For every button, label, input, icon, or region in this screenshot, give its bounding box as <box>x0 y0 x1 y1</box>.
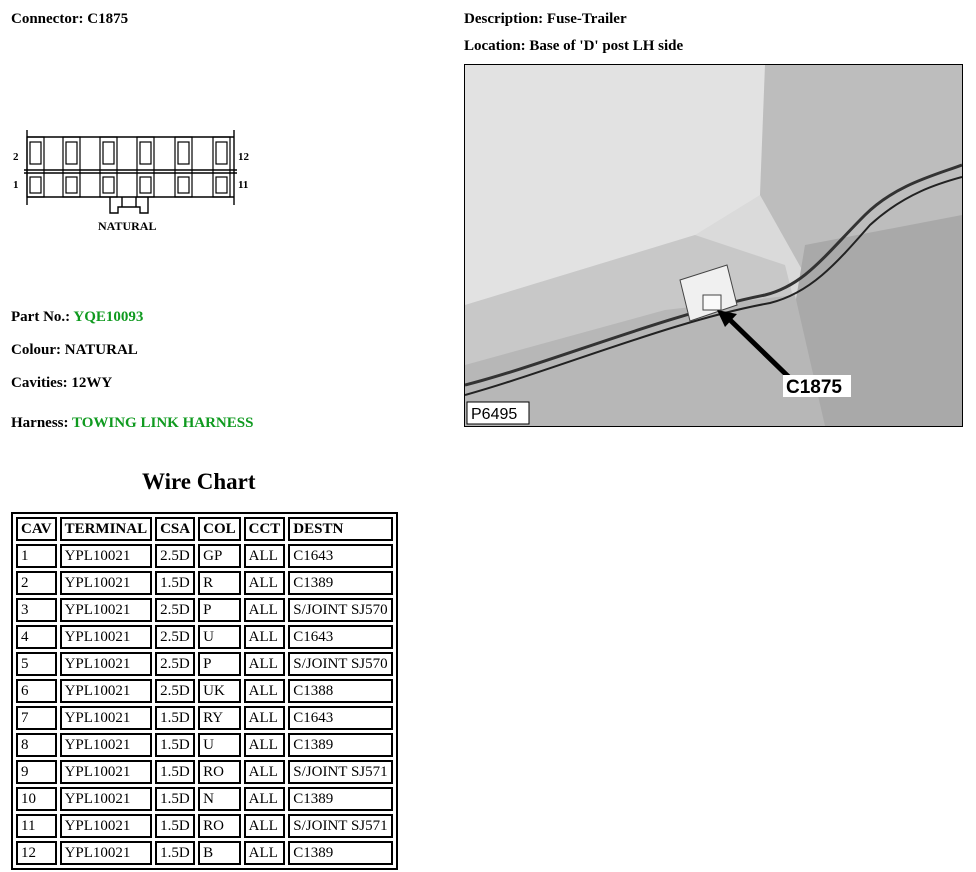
table-row <box>16 544 393 568</box>
cell-csa: 1.5D <box>155 760 195 784</box>
cell-cav: 3 <box>16 598 57 622</box>
cell-terminal: YPL10021 <box>60 652 153 676</box>
cell-terminal: YPL10021 <box>60 706 153 730</box>
cell-terminal: YPL10021 <box>60 571 153 595</box>
cell-destn: C1389 <box>288 841 392 865</box>
cell-destn: S/JOINT SJ570 <box>288 598 392 622</box>
header-terminal: TERMINAL <box>60 517 153 541</box>
header-cav: CAV <box>16 517 57 541</box>
cell-cct: ALL <box>244 733 286 757</box>
part-no-label: Part No.: <box>11 309 71 325</box>
table-row <box>16 679 393 703</box>
cell-cct: ALL <box>244 706 286 730</box>
table-row <box>16 787 393 811</box>
table-header-row <box>16 517 393 541</box>
cell-cav: 11 <box>16 814 57 838</box>
cell-col: RY <box>198 706 241 730</box>
cell-col: P <box>198 598 241 622</box>
diagram-colour-label: NATURAL <box>98 219 157 233</box>
cell-col: RO <box>198 760 241 784</box>
cell-col: N <box>198 787 241 811</box>
cell-terminal: YPL10021 <box>60 544 153 568</box>
cell-cav: 8 <box>16 733 57 757</box>
header-destn: DESTN <box>288 517 392 541</box>
harness-line <box>11 415 253 432</box>
cell-destn: C1388 <box>288 679 392 703</box>
cell-col: R <box>198 571 241 595</box>
colour-line <box>11 342 138 359</box>
cell-col: B <box>198 841 241 865</box>
cell-csa: 1.5D <box>155 787 195 811</box>
cell-col: P <box>198 652 241 676</box>
cell-cav: 1 <box>16 544 57 568</box>
cell-cav: 6 <box>16 679 57 703</box>
cell-destn: C1643 <box>288 706 392 730</box>
cell-destn: C1389 <box>288 571 392 595</box>
cell-csa: 2.5D <box>155 544 195 568</box>
cell-cav: 2 <box>16 571 57 595</box>
connector-label: Connector: <box>11 11 84 27</box>
part-no-value[interactable]: YQE10093 <box>73 309 144 325</box>
harness-label: Harness: <box>11 415 69 431</box>
pin-label-2: 2 <box>13 151 19 163</box>
connector-latch <box>110 197 148 213</box>
cell-cav: 12 <box>16 841 57 865</box>
table-row <box>16 841 393 865</box>
location-label: Location: <box>464 38 526 54</box>
cell-col: UK <box>198 679 241 703</box>
table-row <box>16 733 393 757</box>
cell-cav: 7 <box>16 706 57 730</box>
cell-cct: ALL <box>244 652 286 676</box>
pin-label-1: 1 <box>13 179 19 191</box>
table-row <box>16 706 393 730</box>
cell-cct: ALL <box>244 760 286 784</box>
cell-csa: 1.5D <box>155 571 195 595</box>
cell-csa: 1.5D <box>155 841 195 865</box>
description-line <box>464 11 627 28</box>
table-row <box>16 598 393 622</box>
callout-label: C1875 <box>786 377 842 398</box>
cell-destn: C1389 <box>288 787 392 811</box>
pin-label-11: 11 <box>238 179 249 191</box>
cell-terminal: YPL10021 <box>60 598 153 622</box>
description-label: Description: <box>464 11 544 27</box>
cell-destn: S/JOINT SJ570 <box>288 652 392 676</box>
cell-terminal: YPL10021 <box>60 814 153 838</box>
header-csa: CSA <box>155 517 195 541</box>
location-value: Base of 'D' post LH side <box>529 38 684 54</box>
table-row <box>16 652 393 676</box>
cell-cct: ALL <box>244 598 286 622</box>
cell-col: U <box>198 625 241 649</box>
cell-destn: S/JOINT SJ571 <box>288 760 392 784</box>
cell-cav: 4 <box>16 625 57 649</box>
cell-col: GP <box>198 544 241 568</box>
connector-line <box>11 11 128 28</box>
cell-csa: 1.5D <box>155 733 195 757</box>
pin-cavities <box>27 137 230 197</box>
cell-cct: ALL <box>244 679 286 703</box>
cell-cct: ALL <box>244 841 286 865</box>
cell-terminal: YPL10021 <box>60 625 153 649</box>
location-line <box>464 38 683 55</box>
cell-cct: ALL <box>244 787 286 811</box>
cell-csa: 2.5D <box>155 625 195 649</box>
cell-csa: 2.5D <box>155 652 195 676</box>
connector-value: C1875 <box>87 11 129 27</box>
cell-terminal: YPL10021 <box>60 679 153 703</box>
cell-csa: 2.5D <box>155 598 195 622</box>
cell-csa: 2.5D <box>155 679 195 703</box>
cell-cct: ALL <box>244 571 286 595</box>
connector-face-diagram <box>10 125 255 237</box>
cell-terminal: YPL10021 <box>60 787 153 811</box>
cell-cav: 9 <box>16 760 57 784</box>
cell-col: RO <box>198 814 241 838</box>
photo-ref: P6495 <box>471 406 518 423</box>
cell-csa: 1.5D <box>155 814 195 838</box>
cell-col: U <box>198 733 241 757</box>
table-row <box>16 625 393 649</box>
cavities-line <box>11 375 112 392</box>
cell-terminal: YPL10021 <box>60 841 153 865</box>
cell-destn: S/JOINT SJ571 <box>288 814 392 838</box>
cell-destn: C1643 <box>288 625 392 649</box>
cavities-label: Cavities: <box>11 375 68 391</box>
cell-cav: 5 <box>16 652 57 676</box>
pin-label-12: 12 <box>238 151 249 163</box>
cavities-value: 12WY <box>71 375 113 391</box>
colour-label: Colour: <box>11 342 61 358</box>
location-photo <box>464 64 963 427</box>
cell-cct: ALL <box>244 625 286 649</box>
cell-terminal: YPL10021 <box>60 760 153 784</box>
cell-cct: ALL <box>244 814 286 838</box>
table-row <box>16 814 393 838</box>
wire-chart-title: Wire Chart <box>142 469 256 494</box>
connector-housing <box>24 130 237 205</box>
cell-destn: C1389 <box>288 733 392 757</box>
table-row <box>16 760 393 784</box>
cell-destn: C1643 <box>288 544 392 568</box>
cell-terminal: YPL10021 <box>60 733 153 757</box>
cell-cav: 10 <box>16 787 57 811</box>
part-no-line <box>11 309 143 326</box>
wire-chart-table <box>11 512 398 870</box>
table-row <box>16 571 393 595</box>
colour-value: NATURAL <box>64 342 138 358</box>
cell-csa: 1.5D <box>155 706 195 730</box>
header-cct: CCT <box>244 517 286 541</box>
cell-cct: ALL <box>244 544 286 568</box>
harness-value[interactable]: TOWING LINK HARNESS <box>71 415 254 431</box>
description-value: Fuse-Trailer <box>546 11 627 27</box>
header-col: COL <box>198 517 241 541</box>
